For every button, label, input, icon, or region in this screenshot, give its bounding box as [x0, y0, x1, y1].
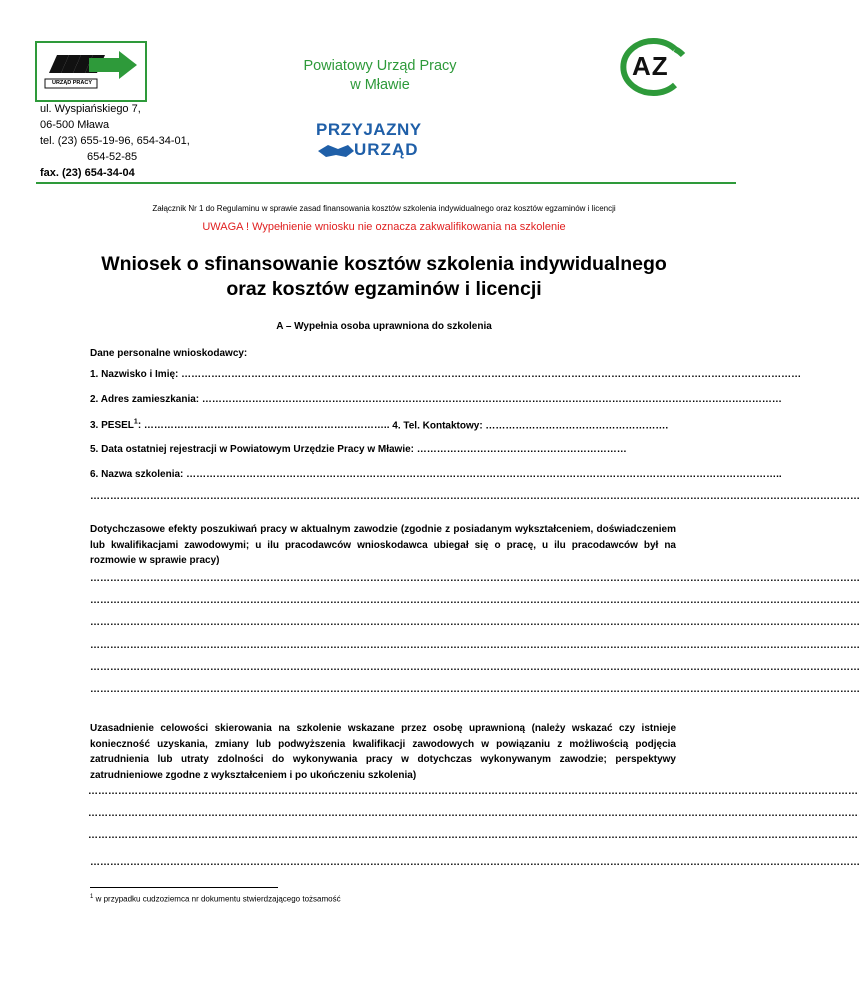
effects-answer-line[interactable]: …………………………………………………………………………………………………………………………………………………………………………………………………………… — [90, 684, 860, 695]
pesel-phone-row — [90, 419, 668, 431]
effects-answer-line[interactable]: …………………………………………………………………………………………………………………………………………………………………………………………………………… — [90, 617, 860, 628]
address-line: tel. (23) 655-19-96, 654-34-01, — [40, 135, 190, 147]
training-field[interactable] — [90, 469, 782, 480]
phone-field[interactable]: 4. Tel. Kontaktowy: ………………………………………………. — [392, 420, 669, 432]
address-field[interactable] — [90, 394, 782, 405]
footnote-text: w przypadku cudzoziemca nr dokumentu stwierdzającego tożsamość — [95, 894, 341, 904]
justification-question: Uzasadnienie celowości skierowania na szkolenie wskazane przez osobę uprawnioną (należy wskazać czy istnieje konieczność uzyskania, zmiany lub podwyższenia kwalifikacji zawodowych w powiązaniu z możliwością podjęcia zatrudnienia lub utraty zdolności do wykonywania pracy w dotychczas wykonywanym zawodzie; perspektywy zatrudnieniowe zgodne z wykształceniem i po ukończeniu szkolenia) — [90, 723, 676, 781]
name-dots: …………………………………………………………………………………………………………………………………………………………………… — [181, 369, 802, 380]
footnote-divider — [90, 887, 278, 888]
effects-answer-line[interactable]: …………………………………………………………………………………………………………………………………………………………………………………………………………… — [90, 640, 860, 651]
address-line: 06-500 Mława — [40, 119, 110, 131]
justification-answer-line[interactable]: …………………………………………………………………………………………………………………………………………………………………………………………………………… — [88, 786, 858, 797]
annex-note: Załącznik Nr 1 do Regulaminu w sprawie zasad finansowania kosztów szkolenia indywidualnego oraz kosztów egzaminów i licencji — [152, 204, 616, 213]
pesel-label: 3. PESEL — [90, 420, 134, 432]
urzad-pracy-logo-graphic — [37, 43, 145, 100]
effects-answer-line[interactable]: …………………………………………………………………………………………………………………………………………………………………………………………………………… — [90, 595, 860, 606]
footnote — [90, 894, 341, 904]
przyjazny-urzad-logo — [316, 121, 430, 169]
title-line2: oraz kosztów egzaminów i licencji — [226, 278, 542, 300]
footnote-number: 1 — [90, 894, 94, 900]
pesel-footnote-ref: 1 — [133, 419, 138, 426]
address-label: 2. Adres zamieszkania: — [90, 394, 200, 405]
effects-answer-line[interactable]: …………………………………………………………………………………………………………………………………………………………………………………………………………… — [90, 573, 860, 584]
effects-answer-line[interactable]: …………………………………………………………………………………………………………………………………………………………………………………………………………… — [90, 662, 860, 673]
name-field[interactable] — [90, 369, 801, 380]
justification-answer-line[interactable]: …………………………………………………………………………………………………………………………………………………………………………………………………………… — [88, 808, 858, 819]
urzad-text: URZĄD — [354, 140, 419, 159]
training-dots: …………………………………………………………………………………………………………………………………………………………….. — [186, 469, 782, 480]
office-title — [240, 57, 520, 95]
address-line: 654-52-85 — [87, 151, 138, 163]
office-address — [40, 101, 190, 181]
justification-answer-line[interactable]: …………………………………………………………………………………………………………………………………………………………………………………………………………… — [90, 857, 860, 868]
personal-data-heading: Dane personalne wnioskodawcy: — [90, 348, 248, 359]
document-title — [60, 252, 708, 302]
registration-field[interactable] — [90, 444, 627, 455]
registration-dots: ……………………………………………………… — [416, 444, 627, 455]
caz-logo — [613, 39, 693, 95]
warning-note: UWAGA ! Wypełnienie wniosku nie oznacza zakwalifikowania na szkolenie — [202, 221, 566, 233]
address-line: ul. Wyspiańskiego 7, — [40, 103, 141, 115]
justification-answer-line[interactable]: …………………………………………………………………………………………………………………………………………………………………………………………………………… — [88, 830, 858, 841]
przyjazny-text: PRZYJAZNY — [316, 120, 422, 139]
header-divider — [36, 182, 736, 184]
registration-label: 5. Data ostatniej rejestracji w Powiatowym Urzędzie Pracy w Mławie: — [90, 444, 415, 455]
office-title-line1: Powiatowy Urząd Pracy — [303, 58, 457, 74]
pesel-field[interactable]: 3. PESEL$^1$: ……………………………………………………………….. — [90, 419, 390, 432]
title-line1: Wniosek o sfinansowanie kosztów szkolenia indywidualnego — [101, 253, 667, 275]
name-label: 1. Nazwisko i Imię: — [90, 369, 179, 380]
handshake-icon — [316, 141, 356, 161]
address-dots: ………………………………………………………………………………………………………………………………………………………… — [201, 394, 782, 405]
training-continuation-line[interactable]: …………………………………………………………………………………………………………………………………………………………………………………………………………… — [90, 491, 860, 502]
phone-label: 4. Tel. Kontaktowy: — [392, 420, 483, 432]
effects-question: Dotychczasowe efekty poszukiwań pracy w aktualnym zawodzie (zgodnie z posiadanym wykształceniem, doświadczeniem lub kwalifikacjami zawodowymi; u ilu pracodawców wnioskodawca ubiegał się o pracę, u ilu pracodawców był na rozmowie w sprawie pracy) — [90, 524, 676, 566]
urzad-pracy-logo — [35, 41, 147, 102]
logo-caption: URZĄD PRACY — [51, 80, 93, 86]
caz-logo-text: AZ — [632, 51, 669, 81]
training-label: 6. Nazwa szkolenia: — [90, 469, 184, 480]
office-title-line2: w Mławie — [350, 77, 410, 93]
section-a-heading: A – Wypełnia osoba uprawniona do szkolenia — [276, 321, 492, 332]
fax-line: fax. (23) 654-34-04 — [40, 167, 135, 179]
